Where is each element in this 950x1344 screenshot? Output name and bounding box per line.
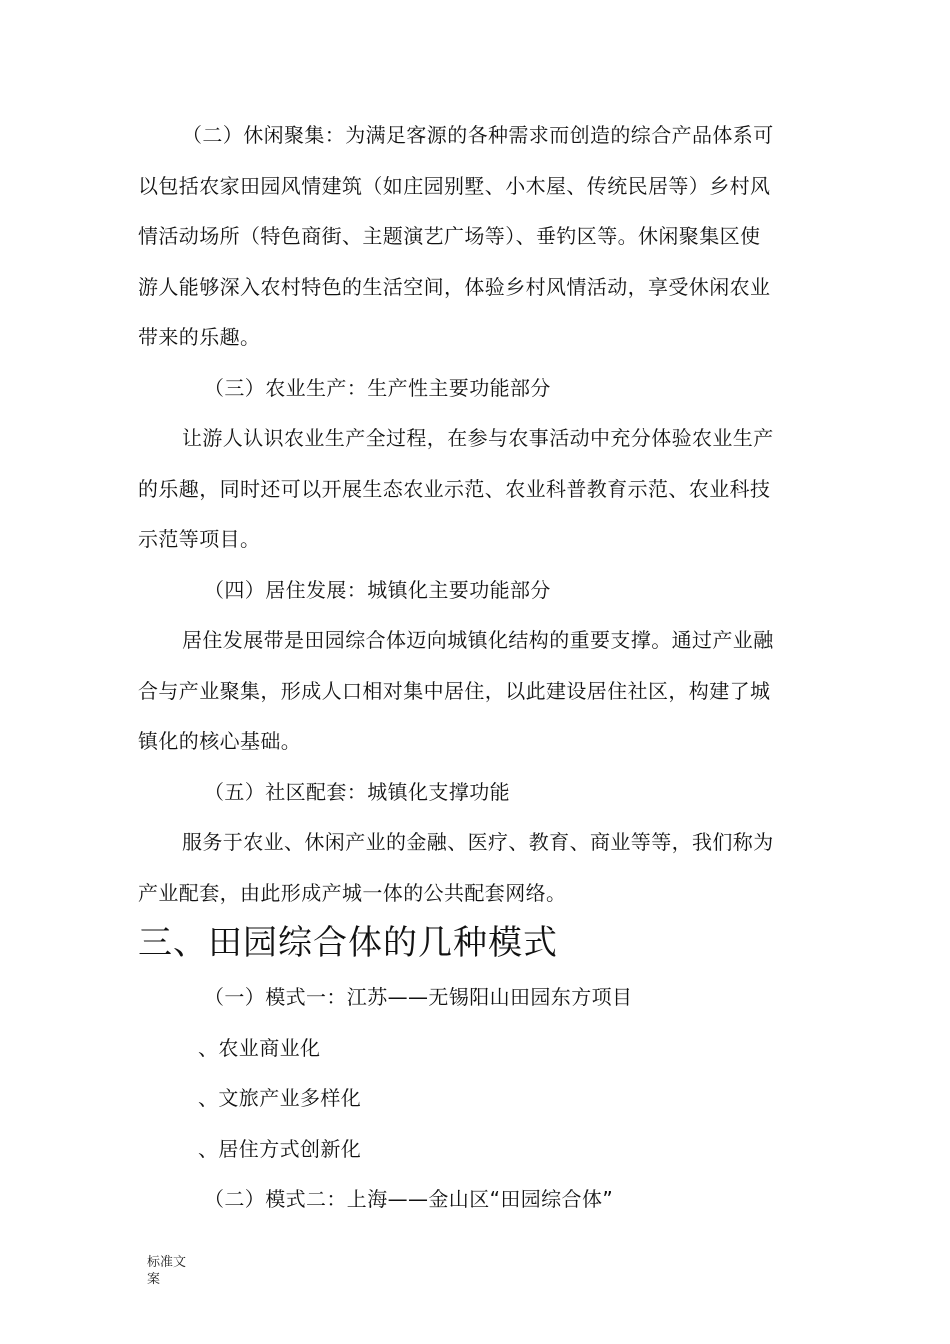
mode-two-title: （二）模式二：上海——金山区“田园综合体” bbox=[204, 1187, 614, 1211]
paragraph-line: 以包括农家田园风情建筑（如庄园别墅、小木屋、传统民居等）乡村风 bbox=[138, 173, 771, 198]
paragraph-line: 镇化的核心基础。 bbox=[138, 729, 302, 753]
list-item: 、居住方式创新化 bbox=[198, 1136, 362, 1161]
list-item: 、文旅产业多样化 bbox=[198, 1086, 362, 1110]
footer-label: 标准文案 bbox=[147, 1255, 187, 1287]
paragraph-line: 情活动场所（特色商街、主题演艺广场等）、垂钓区等。休闲聚集区使 bbox=[138, 224, 761, 248]
subheading-residence: （四）居住发展：城镇化主要功能部分 bbox=[204, 577, 551, 602]
paragraph-line: 合与产业聚集，形成人口相对集中居住，以此建设居住社区，构建了城 bbox=[138, 678, 771, 703]
list-item: 、农业商业化 bbox=[198, 1035, 321, 1060]
subheading-agriculture: （三）农业生产：生产性主要功能部分 bbox=[204, 375, 551, 400]
paragraph-line: 的乐趣，同时还可以开展生态农业示范、农业科普教育示范、农业科技 bbox=[138, 476, 771, 501]
paragraph-line: 带来的乐趣。 bbox=[138, 325, 261, 349]
subheading-community: （五）社区配套：城镇化支撑功能 bbox=[204, 779, 510, 804]
mode-one-title: （一）模式一：江苏——无锡阳山田园东方项目 bbox=[204, 985, 633, 1009]
paragraph-line: （二）休闲聚集：为满足客源的各种需求而创造的综合产品体系可 bbox=[182, 123, 774, 147]
paragraph-line: 示范等项目。 bbox=[138, 527, 261, 551]
paragraph-line: 让游人认识农业生产全过程，在参与农事活动中充分体验农业生产 bbox=[182, 426, 774, 450]
section-heading: 三、田园综合体的几种模式 bbox=[138, 923, 558, 963]
paragraph-line: 产业配套，由此形成产城一体的公共配套网络。 bbox=[138, 880, 567, 905]
paragraph-line: 游人能够深入农村特色的生活空间，体验乡村风情活动，享受休闲农业 bbox=[138, 274, 771, 299]
document-body bbox=[138, 110, 802, 1225]
paragraph-line: 服务于农业、休闲产业的金融、医疗、教育、商业等等，我们称为 bbox=[182, 830, 774, 854]
paragraph-line: 居住发展带是田园综合体迈向城镇化结构的重要支撑。通过产业融 bbox=[182, 628, 774, 652]
